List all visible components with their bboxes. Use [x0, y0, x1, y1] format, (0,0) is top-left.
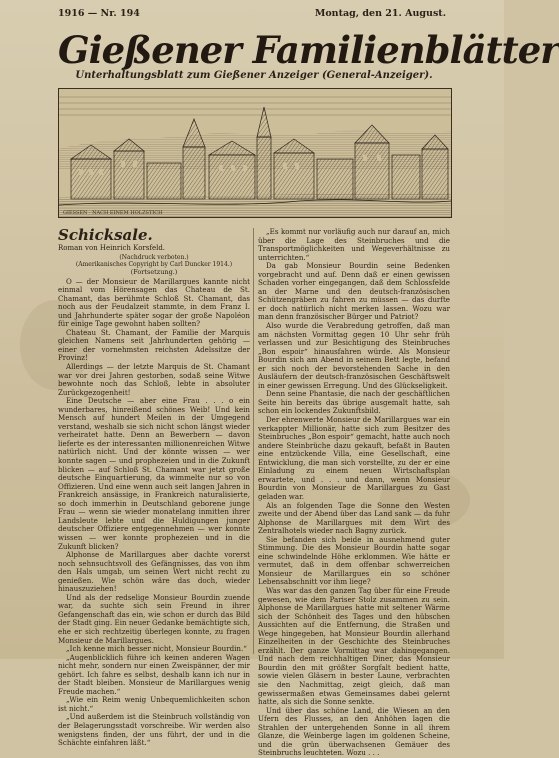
paragraph: Und über das schöne Land, die Wiesen an den Ufern des Flusses, an den Anhöhen lagen die Strahlen der untergehenden Sonne in all ihrem Glanze, die Weinberge lagen im goldenen Scheine, und die grün überwachsenen Gemäuer des Steinbruchs leuchteten. Wozu . . .	[258, 705, 450, 758]
paragraph: Allerdings — der letzte Marquis de St. Chamant war vor drei Jahren gestorben, sodaß seine Witwe bewohnte noch das Schloß, lebte in absoluter Zurückgezogenheit!	[58, 362, 250, 397]
paragraph: „Ich kenne mich besser nicht, Monsieur Bourdin.“	[66, 644, 247, 654]
city-engraving	[58, 88, 452, 218]
paragraph: Sie befanden sich beide in ausnehmend guter Stimmung. Die des Monsieur Bourdin hatte sogar eine schwindelnde Höhe erklommen. Wie hätte er vermutet, daß in dem offenbar schwerreichen Monsieur de Marillargues ein so schöner Lebensabschnitt vor ihm liege?	[258, 534, 450, 587]
story-continuation: (Fortsetzung.)	[130, 267, 178, 276]
city-panorama-engraving-icon	[59, 89, 451, 217]
masthead	[58, 16, 559, 94]
paragraph: Also wurde die Verabredung getroffen, daß man am nächsten Vormittag gegen 10 Uhr sehr früh verlassen und zur Besichtigung des Steinbruches „Bon espoir“ hinausfahren würde. Als Monsieur Bourdin sich am Abend in seinem Bett legte, befand er sich noch der bevorstehenden Sache in den Ausläufern der deutsch-französischen Geschäftswelt in einer gewissen Erregung. Und des Glückseligkeit.	[258, 321, 450, 390]
masthead-title: Gießener Familienblätter	[58, 28, 559, 72]
paragraph: O — der Monsieur de Marillargues kannte nicht einmal vom Hörensagen das Chateau de St. Chamant, das berühmte Schloß St. Chamant, das noch aus der Feudalzeit stammte, in dem Franz I. und Jahrhunderte später sogar der große Napoléon für einige Tage gewohnt haben sollten?	[58, 276, 250, 329]
story-title: Schicksale.	[58, 226, 153, 244]
paragraph: Chateau St. Chamant, der Familie der Marquis gleichen Namens seit Jahrhunderten gehörig — einer der vornehmsten reichsten Adelssitze der Provinz!	[58, 327, 250, 363]
paragraph: Als an folgenden Tage die Sonne den Westen zweite und der Abend über das Land sank — da fuhr Alphonse de Marillargues mit dem Wirt des Zentralhotels wieder nach Bagny zurück.	[258, 500, 450, 536]
paragraph: „Es kommt nur vorläufig auch nur darauf an, mich über die Lage des Steinbruches und die Transportmöglichkeiten und Wegeverhältnisse zu unterrichten.“	[258, 227, 450, 262]
issue-number: 1916 — Nr. 194	[58, 7, 140, 19]
paragraph: Da gab Monsieur Bourdin seine Bedenken vorgebracht und auf. Denn daß er einen gewissen Schaden vorher eingegangen, daß dem Schlossfelde an der Marne und den deutsch-französischen Schützengräben zu fahren zu müssen — das durfte er doch natürlich nicht merken lassen. Wozu war man denn französischer Bürger und Patriot?	[258, 261, 450, 322]
paragraph: Was war das den ganzen Tag über für eine Freude gewesen, wie dem Pariser Stolz zusammen zu sein. Alphonse de Marillargues hatte mit seltener Wärme sich der Schönheit des Tages und den hübschen Aussichten auf die Entfernung, die Straßen und Wege hingegeben, hat Monsieur Bourdin allerhand Einzelheiten in der Geschichte des Steinbruches erzählt. Der ganze Vormittag war dahingegangen. Und nach dem reichhaltigen Diner, das Monsieur Bourdin den mit größter Sorgfalt bedient hatte, sowie vielen Gläsern in bester Laune, verbrachten sie den Nachmittag, zeigt gleich, daß man gewissermaßen etwas Gemeinsames dabei gelernt hatte, als sich die Sonne senkte.	[258, 585, 450, 707]
story-copyright: (Amerikanisches Copyright by Carl Duncker 1914.)	[75, 260, 233, 268]
paragraph: Eine Deutsche — aber eine Frau . . . o ein wunderbares, hinreißend schönes Weib! Und kein Mensch auf hundert Meilen in der Umgegend verstand, weshalb sie sich nicht schon längst wieder verheiratet hatte. Denn an Bewerbern — davon lieferte es der interessanten millionenreichen Witwe natürlich nicht. Und der könnte wissen — wer konnte sagen — und prophezeien und in die Zukunft blicken — auf Schloß St. Chamant war jetzt große deutsche Einquartierung, da wimmelte nur so von Offizieren. Und eine wenn auch seit langen Jahren in Frankreich ansässige, in Frankreich naturalisierte, so doch immerhin in Deutschland geborene junge Frau — wenn sie wieder monatelang inmitten ihrer Landsleute lebte und die Huldigungen junger deutscher Offiziere entgegennehmen — wer konnte wissen — wer konnte prophezeien und in die Zukunft blicken?	[58, 396, 250, 551]
paragraph: „Augenblicklich führe ich keinen anderen Wagen nicht mehr, sondern nur einen Zweispänner, der mir gehört. Ich fahre es selbst, deshalb kann ich nur in der Stadt bleiben. Monsieur de Marillargues wenig Freude machen.“	[58, 652, 250, 696]
story-author: Roman von Heinrich Korsfeld.	[58, 244, 166, 252]
engraving-caption: GIESSEN · NACH EINEM HOLZSTICH	[63, 210, 163, 216]
paragraph: Und als der redselige Monsieur Bourdin zuende war, da suchte sich sein Freund in ihrer Gefangenschaft das ein, wie schon er durch das Bild der Stadt ging. Ein neuer Gedanke bemächtigte sich, ehe er sich rechtzeitig überlegen konnte, zu fragen Monsieur de Marillargues.	[58, 592, 250, 645]
paragraph: Der ehrenwerte Monsieur de Marillargues war ein verkappter Millionär, hatte sich zum Besitzer des Steinbruches „Bon espoir“ gemacht, hatte auch noch andere Steinbrüche dazu gekauft, befaßt in Bauten eine entzückende Villa, eine Gesellschaft, eine Entwicklung, die man sich vorstellte, zu der er eine Einladung zu einem neuen Wirtschaftsplan erwartete, und . . . und dann, wenn Monsieur Bourdin von Monsieur de Marillargues zu Gast geladen war.	[258, 415, 450, 501]
paragraph: Alphonse de Marillargues aber dachte vorerst noch sehnsuchtsvoll des Gefängnisses, das von ihm den Hals umgab, um seinen Wert nicht recht zu genießen. Wie schön wäre das doch, wieder hinauszuziehen!	[58, 550, 250, 594]
paragraph: „Wie ein Reim wenig Unbequemlichkeiten schon ist nicht.“	[58, 695, 250, 713]
paragraph: „Und außerdem ist die Steinbruch vollständig von der Belagerungsstadt vorschreibe. Wir werden also wenigstens finden, der uns führt, der und in die Schächte einfahren läßt.“	[58, 712, 250, 748]
left-column	[58, 228, 250, 748]
issue-date: Montag, den 21. August.	[314, 7, 446, 19]
masthead-subtitle: Unterhaltungsblatt zum Gießener Anzeiger (General-Anzeiger).	[75, 70, 433, 81]
paragraph: Denn seine Phantasie, die nach der geschäftlichen Seite hin bereits das übrige ausgemalt hatte, sah schon ein lockendes Zukunftsbild.	[258, 389, 450, 416]
right-column	[258, 228, 450, 758]
column-divider	[253, 228, 254, 654]
story-note: (Nachdruck verboten.)	[119, 253, 189, 261]
